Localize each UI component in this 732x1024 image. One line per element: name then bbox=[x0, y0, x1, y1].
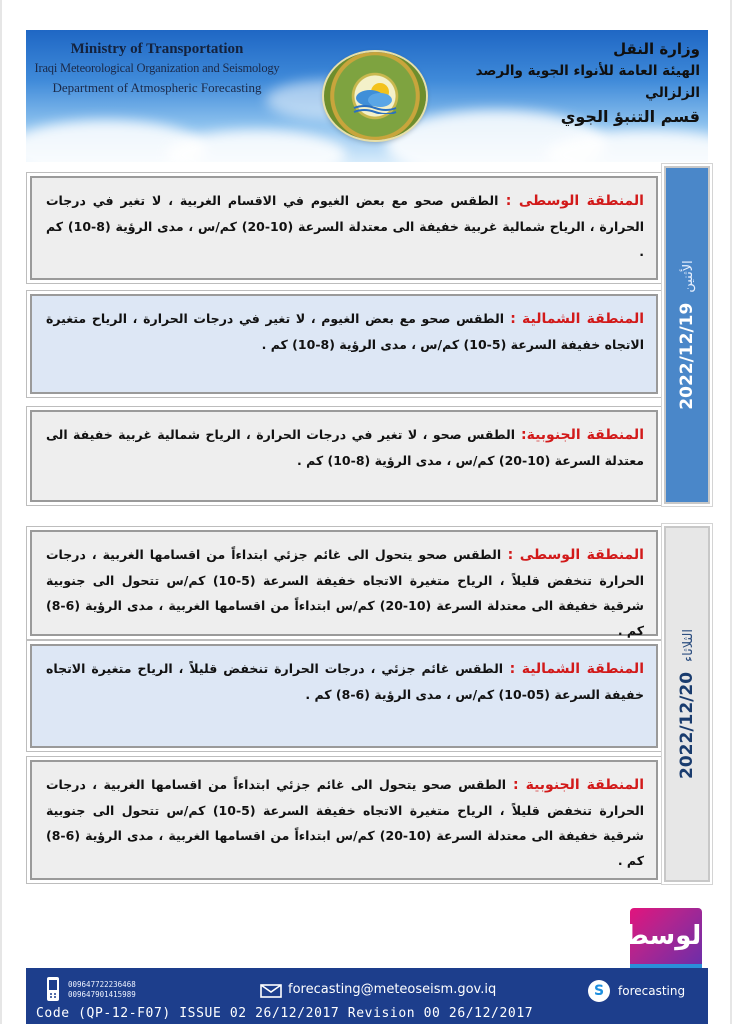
forecast-text: الطقس صحو ، لا تغير في درجات الحرارة ، الرياح شمالية غربية خفيفة الى معتدلة السرعة (10-20) كم/س ، مدى الرؤية (8-10) كم . bbox=[46, 427, 644, 468]
region-title: المنطقة الجنوبية bbox=[525, 777, 644, 793]
day-name: الثلاثاء bbox=[681, 629, 696, 662]
department-ar: قسم التنبؤ الجوي bbox=[560, 107, 700, 126]
forecast-day-2 bbox=[26, 526, 712, 886]
footer bbox=[26, 968, 708, 1024]
header-en-text bbox=[32, 40, 282, 97]
region-title: المنطقة الشمالية bbox=[522, 311, 644, 327]
forecast-text: الطقس صحو مع بعض الغيوم ، لا تغير في درجات الحرارة ، الرياح متغيرة الاتجاه خفيفة السرعة (5-10) كم/س ، مدى الرؤية (8-10) كم . bbox=[46, 311, 644, 352]
organization-en: Iraqi Meteorological Organization and Seismology bbox=[34, 61, 280, 75]
region-separator: : bbox=[503, 311, 523, 327]
date-bar bbox=[664, 526, 710, 882]
region-separator: : bbox=[503, 661, 522, 677]
ministry-ar: وزارة النقل bbox=[613, 40, 700, 58]
phone-number: 009647722236468 bbox=[68, 980, 136, 989]
skype-icon: S bbox=[588, 980, 610, 1002]
region-separator: : bbox=[506, 777, 526, 793]
skype-handle[interactable]: forecasting bbox=[618, 984, 686, 998]
cloud-sun-emblem-icon bbox=[350, 78, 400, 114]
date-label bbox=[677, 629, 697, 779]
department-en: Department of Atmospheric Forecasting bbox=[52, 80, 262, 95]
header-banner bbox=[26, 30, 708, 162]
email-link[interactable]: forecasting@meteoseism.gov.iq bbox=[288, 982, 497, 997]
forecast-entry-southern bbox=[30, 760, 658, 880]
region-separator: : bbox=[498, 193, 519, 209]
date-bar bbox=[664, 166, 710, 504]
region-title: المنطقة الوسطى bbox=[519, 547, 644, 563]
region-title: المنطقة الجنوبية bbox=[526, 427, 644, 443]
forecast-text: الطقس صحو يتحول الى غائم جزئي ابتداءاً من اقسامها الغربية ، درجات الحرارة تنخفض قليلاً ، الرياح متغيرة الاتجاه خفيفة السرعة (5-10) كم/س تتحول الى جنوبية شرقية خفيفة الى معتدلة السرعة (10-20) كم/س ابتداءاً من اقسامها الغربية ، مدى الرؤية (6-8) كم . bbox=[46, 547, 645, 638]
region-title: المنطقة الشمالية bbox=[521, 661, 644, 677]
forecast-entry-northern bbox=[30, 644, 658, 748]
forecast-entry-southern bbox=[30, 410, 658, 502]
forecast-text: الطقس صحو يتحول الى غائم جزئي ابتداءاً من اقسامها الغربية ، درجات الحرارة تنخفض قليلاً ، الرياح متغيرة الاتجاه خفيفة السرعة (5-10) كم/س تتحول الى جنوبية شرقية خفيفة الى معتدلة السرعة (10-20) كم/س ابتداءاً من اقسامها الغربية ، مدى الرؤية (6-8) كم . bbox=[46, 777, 645, 868]
date-value: 2022/12/20 bbox=[677, 671, 697, 779]
forecast-day-1 bbox=[26, 166, 712, 506]
mail-icon bbox=[260, 984, 282, 998]
ministry-en: Ministry of Transportation bbox=[70, 41, 244, 57]
day-name: الأثنين bbox=[681, 260, 696, 293]
region-separator: : bbox=[501, 547, 520, 563]
organization-ar: الهيئة العامة للأنواء الجوية والرصد الزلزالي bbox=[475, 63, 700, 101]
document-code-line: Code (QP-12-F07) ISSUE 02 26/12/2017 Revision 00 26/12/2017 bbox=[36, 1006, 534, 1021]
phone-numbers bbox=[68, 980, 136, 1000]
phone-number: 009647901415989 bbox=[68, 990, 136, 999]
region-title: المنطقة الوسطى bbox=[518, 193, 644, 209]
forecast-text: الطقس غائم جزئي ، درجات الحرارة تنخفض قليلاً ، الرياح متغيرة الاتجاه خفيفة السرعة (05-10) كم/س ، مدى الرؤية (6-8) كم . bbox=[46, 661, 644, 702]
phone-icon bbox=[46, 976, 60, 1002]
watermark-logo: الوسط bbox=[630, 908, 702, 964]
forecast-entry-northern bbox=[30, 294, 658, 394]
region-separator: : bbox=[515, 427, 527, 443]
header-ar-text bbox=[470, 38, 700, 130]
forecast-entry-central bbox=[30, 530, 658, 636]
forecast-entry-central bbox=[30, 176, 658, 280]
forecast-text: الطقس صحو مع بعض الغيوم في الاقسام الغربية ، لا تغير في درجات الحرارة ، الرياح شمالية غربية خفيفة الى معتدلة السرعة (10-20) كم/س ، مدى الرؤية (8-10) كم . bbox=[46, 193, 644, 259]
organization-logo bbox=[324, 52, 426, 140]
date-value: 2022/12/19 bbox=[677, 302, 697, 410]
date-label bbox=[677, 260, 697, 409]
